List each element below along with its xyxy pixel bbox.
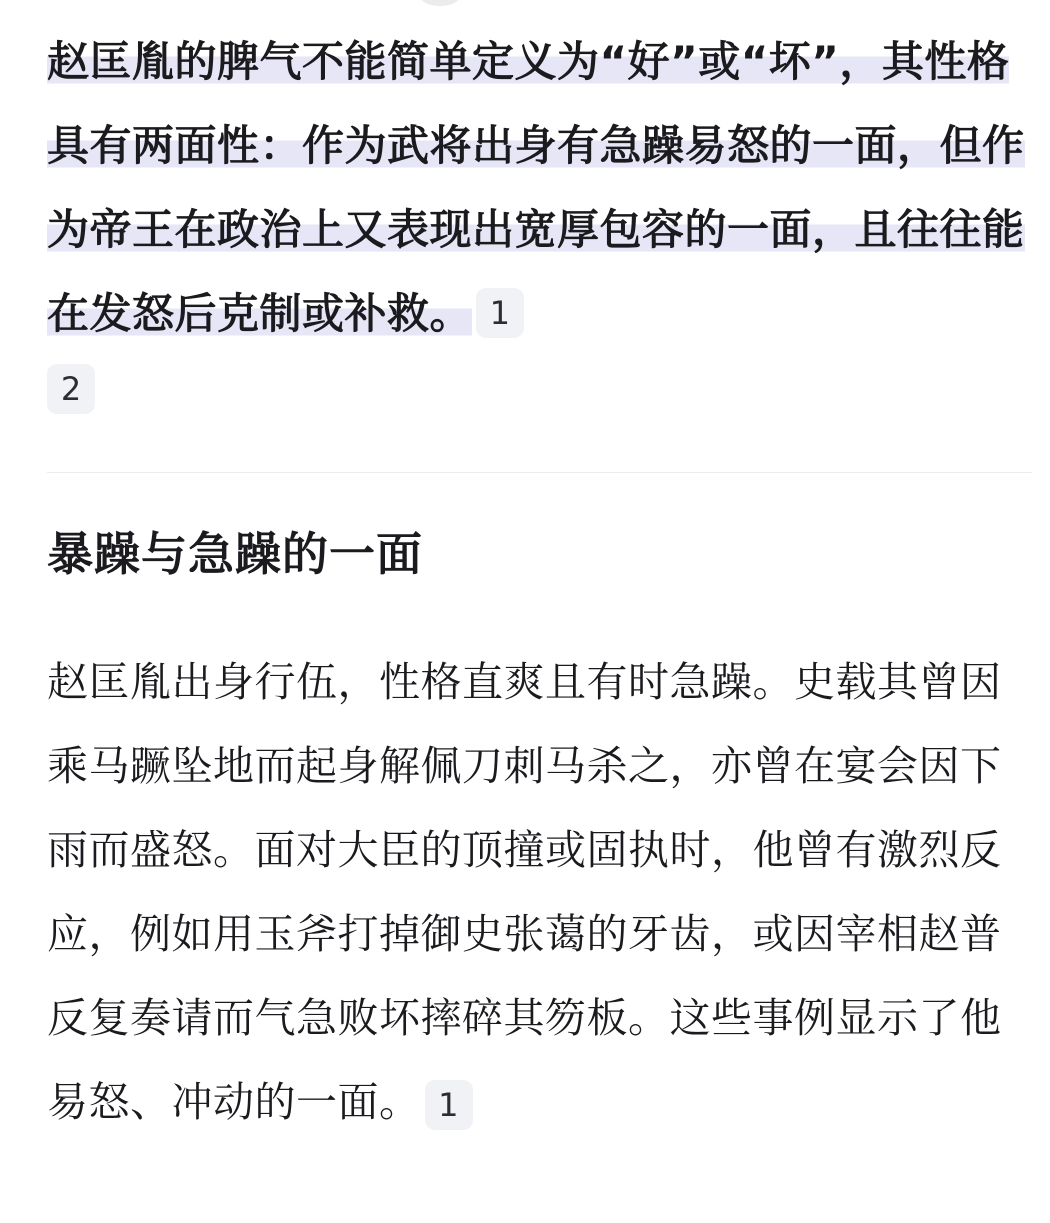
section-paragraph — [47, 640, 1032, 1144]
answer-article — [47, 0, 1032, 1126]
section-paragraph-text: 赵匡胤出身行伍，性格直爽且有时急躁。史载其曾因乘马蹶坠地而起身解佩刀刺马杀之，亦曾在宴会因下雨而盛怒。面对大臣的顶撞或固执时，他曾有激烈反应，例如用玉斧打掉御史张蔼的牙齿，或因宰相赵普反复奏请而气急败坏摔碎其笏板。这些事例显示了他易怒、冲动的一面。 — [47, 658, 1002, 1126]
highlighted-summary-text[interactable]: 赵匡胤的脾气不能简单定义为“好”或“坏”，其性格具有两面性：作为武将出身有急躁易怒的一面，但作为帝王在政治上又表现出宽厚包容的一面，且往往能在发怒后克制或补救。 — [47, 37, 1025, 338]
citation-row — [47, 364, 1032, 414]
section-divider — [47, 472, 1032, 473]
citation-badge-1[interactable]: 1 — [425, 1080, 473, 1130]
section-heading: 暴躁与急躁的一面 — [47, 527, 423, 581]
summary-paragraph — [47, 0, 1032, 356]
citation-badge-1[interactable]: 1 — [476, 288, 524, 338]
citation-badge-2[interactable]: 2 — [47, 364, 95, 414]
